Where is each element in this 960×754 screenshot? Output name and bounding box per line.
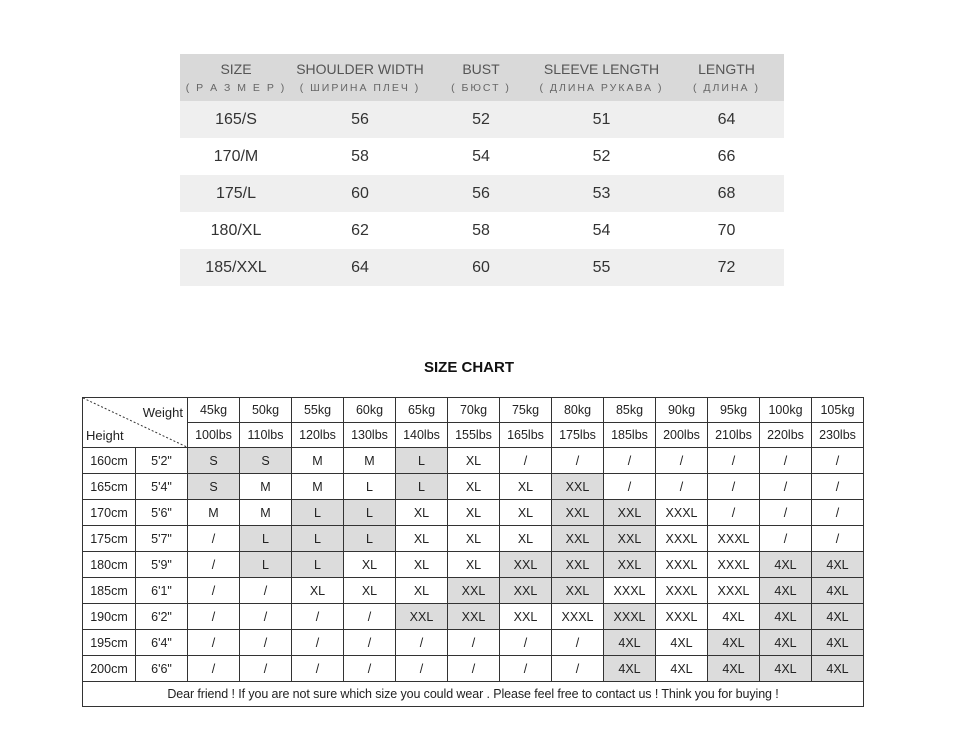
measurement-header-row [180,54,784,101]
size-cell: L [344,500,396,526]
height-ft-cell: 5'4" [136,474,188,500]
weight-lbs-cell: 130lbs [344,423,396,448]
header-sleeve-length: SLEEVE LENGTH ( ДЛИНА РУКАВА ) [539,61,664,94]
weight-kg-cell: 70kg [448,398,500,423]
size-cell: / [396,656,448,682]
size-cell: 4XL [760,630,812,656]
height-ft-cell: 5'7" [136,526,188,552]
size-cell: 4XL [656,656,708,682]
height-cm-cell: 180cm [83,552,136,578]
size-cell: XXL [552,474,604,500]
size-cell: M [240,474,292,500]
size-cell: XXL [500,552,552,578]
weight-lbs-cell: 200lbs [656,423,708,448]
size-cell: L [396,474,448,500]
size-cell: / [552,630,604,656]
size-cell: / [760,500,812,526]
size-cell: / [708,474,760,500]
size-cell: XXXL [604,578,656,604]
size-cell: L [240,552,292,578]
corner-header [83,398,188,448]
header-size: SIZE ( Р А З М Е Р ) [185,61,287,94]
height-ft-cell: 6'2" [136,604,188,630]
size-cell: XXL [448,578,500,604]
header-length: LENGTH ( ДЛИНА ) [693,61,760,94]
height-cm-cell: 185cm [83,578,136,604]
measurement-cell: 70 [717,221,736,239]
size-cell: / [604,474,656,500]
size-cell: XXXL [656,500,708,526]
size-cell: 4XL [760,578,812,604]
size-cell: / [552,448,604,474]
measurement-cell: 60 [472,258,490,276]
height-row [83,656,864,682]
weight-lbs-cell: 210lbs [708,423,760,448]
size-cell: S [188,474,240,500]
measurement-cell: 58 [351,147,369,165]
size-cell: XXXL [708,552,760,578]
size-cell: 4XL [760,552,812,578]
size-cell: XXL [448,604,500,630]
measurement-cell: 60 [351,184,369,202]
size-cell: 4XL [812,552,864,578]
weight-kg-cell: 80kg [552,398,604,423]
size-cell: / [344,630,396,656]
size-cell: / [812,526,864,552]
size-cell: / [500,630,552,656]
measurement-row [180,138,784,175]
size-cell: XL [500,474,552,500]
size-cell: XL [448,552,500,578]
measurement-cell: 68 [717,184,736,202]
size-cell: XL [292,578,344,604]
height-row [83,630,864,656]
weight-kg-cell: 90kg [656,398,708,423]
size-cell: M [292,474,344,500]
size-cell: / [812,474,864,500]
size-cell: M [188,500,240,526]
size-cell: / [656,474,708,500]
size-cell: / [760,448,812,474]
weight-kg-cell: 75kg [500,398,552,423]
measurement-cell: 52 [472,110,490,128]
size-cell: / [656,448,708,474]
size-cell: XL [396,552,448,578]
size-cell: 4XL [604,656,656,682]
size-cell: XXXL [656,552,708,578]
height-ft-cell: 6'6" [136,656,188,682]
size-cell: XL [500,500,552,526]
size-cell: XL [448,500,500,526]
weight-lbs-cell: 220lbs [760,423,812,448]
size-cell: XXL [552,500,604,526]
size-cell: / [604,448,656,474]
weight-lbs-cell: 110lbs [240,423,292,448]
size-cell: / [188,526,240,552]
size-cell: XL [448,474,500,500]
size-cell: XL [396,578,448,604]
size-cell: / [240,578,292,604]
height-cm-cell: 190cm [83,604,136,630]
size-cell: L [292,552,344,578]
weight-lbs-cell: 100lbs [188,423,240,448]
measurement-cell: 62 [351,221,369,239]
weight-lbs-cell: 175lbs [552,423,604,448]
size-cell: / [344,604,396,630]
size-cell: / [448,656,500,682]
measurement-cell: 72 [717,258,736,276]
weight-kg-cell: 105kg [812,398,864,423]
weight-lbs-cell: 165lbs [500,423,552,448]
height-cm-cell: 170cm [83,500,136,526]
height-row [83,526,864,552]
size-cell: / [552,656,604,682]
size-cell: / [396,630,448,656]
size-cell: 4XL [760,604,812,630]
height-row [83,552,864,578]
size-cell: XXL [604,552,656,578]
height-row [83,604,864,630]
measurement-cell: 55 [592,258,611,276]
size-cell: XXXL [708,526,760,552]
size-cell: XXL [604,526,656,552]
measurement-row [180,212,784,249]
size-cell: / [448,630,500,656]
size-cell: 185/XXL [205,258,267,276]
size-cell: / [812,500,864,526]
weight-kg-cell: 45kg [188,398,240,423]
size-cell: S [188,448,240,474]
weight-kg-cell: 85kg [604,398,656,423]
size-cell: / [240,656,292,682]
height-ft-cell: 5'9" [136,552,188,578]
weight-kg-cell: 95kg [708,398,760,423]
height-cm-cell: 165cm [83,474,136,500]
size-cell: L [344,474,396,500]
measurement-cell: 51 [592,110,611,128]
size-cell: XXL [552,526,604,552]
size-cell: / [708,448,760,474]
size-cell: 4XL [812,630,864,656]
size-cell: XXL [552,578,604,604]
weight-label: Weight [142,405,183,420]
measurement-row [180,249,784,286]
note-row [83,682,864,707]
size-cell: XL [448,526,500,552]
size-cell: L [292,526,344,552]
size-cell: XL [448,448,500,474]
size-cell: 4XL [812,604,864,630]
height-ft-cell: 6'4" [136,630,188,656]
weight-kg-row [83,398,864,423]
weight-kg-cell: 55kg [292,398,344,423]
size-cell: XL [396,526,448,552]
height-row [83,500,864,526]
size-cell: / [344,656,396,682]
size-cell: / [760,474,812,500]
size-cell: 4XL [708,656,760,682]
size-chart-grid [82,397,864,707]
height-row [83,474,864,500]
size-cell: XL [396,500,448,526]
weight-lbs-cell: 155lbs [448,423,500,448]
measurement-row [180,175,784,212]
size-cell: / [812,448,864,474]
weight-kg-cell: 100kg [760,398,812,423]
size-cell: 165/S [215,110,257,128]
size-cell: / [292,656,344,682]
size-cell: 170/M [213,147,259,165]
height-cm-cell: 175cm [83,526,136,552]
size-cell: / [188,630,240,656]
size-cell: 4XL [708,604,760,630]
size-cell: XXXL [552,604,604,630]
measurement-cell: 66 [717,147,736,165]
weight-kg-cell: 60kg [344,398,396,423]
size-cell: XXXL [656,578,708,604]
weight-lbs-cell: 140lbs [396,423,448,448]
height-ft-cell: 5'6" [136,500,188,526]
weight-kg-cell: 50kg [240,398,292,423]
size-cell: L [344,526,396,552]
size-cell: 4XL [812,656,864,682]
measurement-table [180,54,784,286]
size-cell: M [240,500,292,526]
height-row [83,448,864,474]
weight-lbs-cell: 120lbs [292,423,344,448]
size-cell: / [760,526,812,552]
size-cell: / [188,656,240,682]
size-cell: 175/L [215,184,257,202]
height-cm-cell: 160cm [83,448,136,474]
size-cell: 4XL [812,578,864,604]
weight-lbs-row [83,423,864,448]
size-cell: 4XL [708,630,760,656]
size-cell: / [188,578,240,604]
weight-lbs-cell: 230lbs [812,423,864,448]
header-bust: BUST ( БЮСТ ) [451,61,511,94]
weight-lbs-cell: 185lbs [604,423,656,448]
size-cell: / [500,448,552,474]
size-cell: / [188,604,240,630]
size-cell: 4XL [604,630,656,656]
size-cell: XL [344,578,396,604]
size-cell: / [500,656,552,682]
measurement-cell: 52 [592,147,611,165]
header-shoulder-width: SHOULDER WIDTH ( ШИРИНА ПЛЕЧ ) [296,61,424,94]
size-cell: L [240,526,292,552]
size-cell: XXL [500,604,552,630]
size-cell: XXXL [708,578,760,604]
size-chart-title: SIZE CHART [424,359,514,376]
size-cell: / [240,604,292,630]
size-cell: / [188,552,240,578]
measurement-cell: 64 [717,110,736,128]
size-cell: / [708,500,760,526]
measurement-cell: 54 [472,147,490,165]
size-cell: XXXL [656,604,708,630]
size-cell: M [344,448,396,474]
height-cm-cell: 195cm [83,630,136,656]
measurement-cell: 56 [351,110,369,128]
size-cell: XXL [396,604,448,630]
measurement-cell: 64 [351,258,369,276]
size-cell: XXXL [656,526,708,552]
height-label: Height [86,428,124,443]
height-ft-cell: 6'1" [136,578,188,604]
size-cell: XL [344,552,396,578]
size-cell: XXL [552,552,604,578]
weight-kg-cell: 65kg [396,398,448,423]
size-cell: XXXL [604,604,656,630]
measurement-cell: 53 [592,184,611,202]
measurement-cell: 58 [472,221,490,239]
size-cell: XXL [604,500,656,526]
height-ft-cell: 5'2" [136,448,188,474]
size-cell: S [240,448,292,474]
size-cell: 180/XL [210,221,262,239]
measurement-row [180,101,784,138]
size-cell: L [396,448,448,474]
size-cell: / [292,630,344,656]
size-cell: / [292,604,344,630]
size-cell: L [292,500,344,526]
size-cell: XL [500,526,552,552]
contact-note: Dear friend ! If you are not sure which size you could wear . Please feel free to contact us ! Think you for buying ! [83,682,864,707]
size-cell: / [240,630,292,656]
size-cell: XXL [500,578,552,604]
measurement-cell: 56 [472,184,490,202]
height-row [83,578,864,604]
size-cell: 4XL [760,656,812,682]
height-cm-cell: 200cm [83,656,136,682]
measurement-cell: 54 [592,221,611,239]
size-cell: 4XL [656,630,708,656]
size-cell: M [292,448,344,474]
